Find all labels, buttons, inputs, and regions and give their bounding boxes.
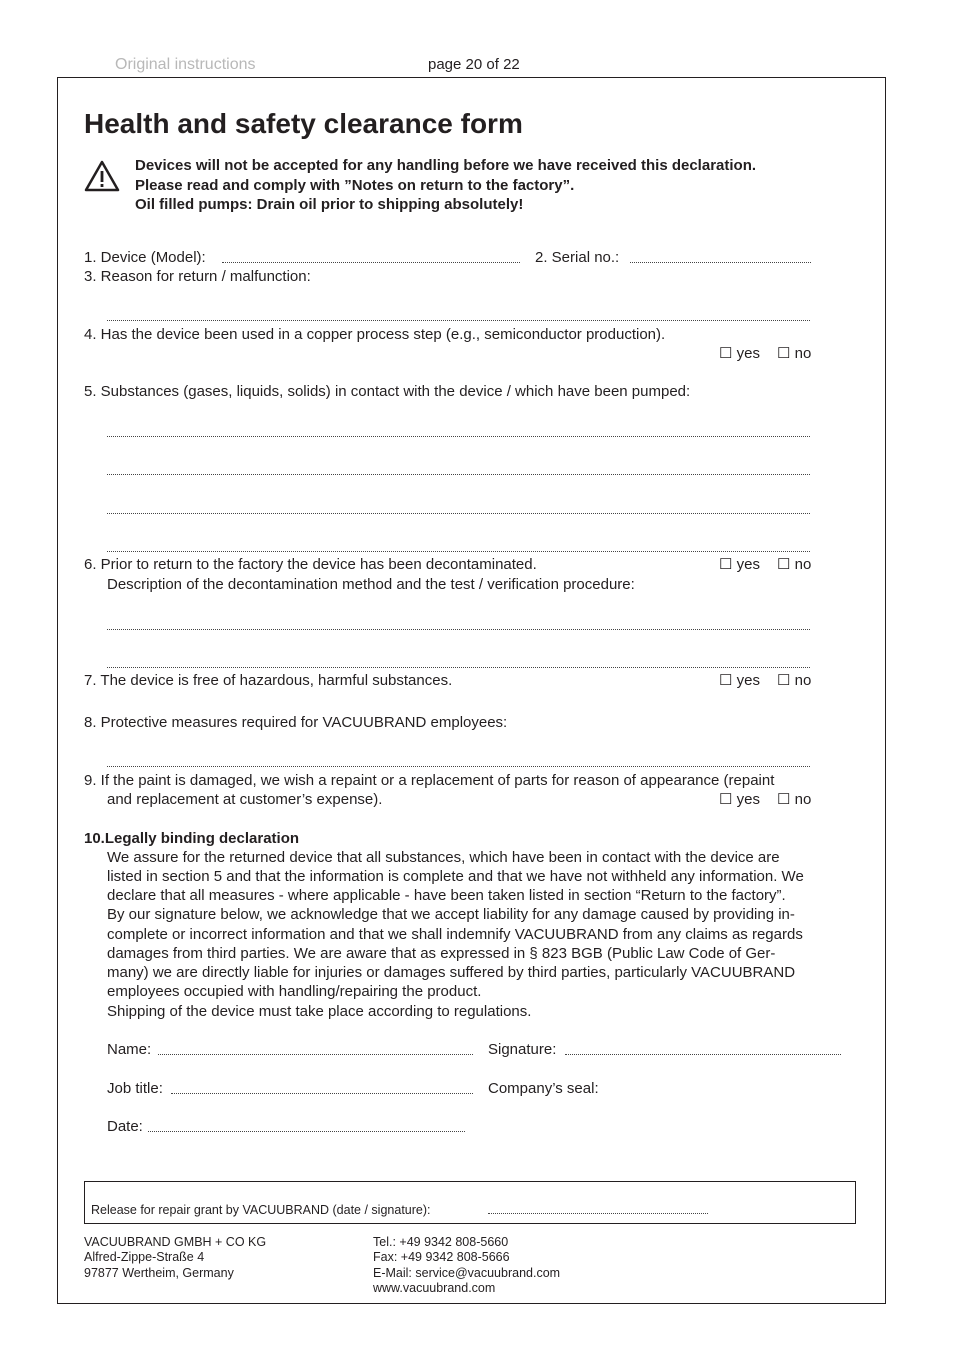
job-title-field[interactable] xyxy=(171,1093,473,1094)
declaration-line: Shipping of the device must take place according to regulations. xyxy=(107,1003,532,1020)
repaint-question-cont: and replacement at customer’s expense). xyxy=(107,791,383,808)
decontamination-field[interactable] xyxy=(107,629,810,630)
date-field[interactable] xyxy=(148,1131,465,1132)
substances-label: 5. Substances (gases, liquids, solids) in contact with the device / which have been pumped: xyxy=(84,383,691,400)
hazard-free-question: 7. The device is free of hazardous, harmful substances. xyxy=(84,672,453,689)
device-model-field[interactable] xyxy=(222,262,520,263)
reason-field[interactable] xyxy=(107,320,810,321)
name-field[interactable] xyxy=(158,1054,473,1055)
serial-no-field[interactable] xyxy=(630,262,811,263)
copper-no-checkbox[interactable]: ☐ no xyxy=(777,345,812,362)
page-number: page 20 of 22 xyxy=(428,56,520,73)
decontamination-method-label: Description of the decontamination method and the test / verification procedure: xyxy=(107,576,635,593)
hazard-free-no-checkbox[interactable]: ☐ no xyxy=(777,672,812,689)
decontaminated-no-checkbox[interactable]: ☐ no xyxy=(777,556,812,573)
repaint-yes-checkbox[interactable]: ☐ yes xyxy=(719,791,760,808)
declaration-line: many) we are directly liable for injuries or damages suffered by third parties, particularly VACUUBRAND xyxy=(107,964,796,981)
company-seal-label: Company’s seal: xyxy=(488,1080,599,1097)
footer-city: 97877 Wertheim, Germany xyxy=(84,1266,234,1280)
warning-line: Devices will not be accepted for any handling before we have received this declaration. xyxy=(135,157,757,174)
job-title-label: Job title: xyxy=(107,1080,163,1097)
serial-no-label: 2. Serial no.: xyxy=(535,249,620,266)
decontamination-field[interactable] xyxy=(107,667,810,668)
signature-label: Signature: xyxy=(488,1041,557,1058)
declaration-heading: 10.Legally binding declaration xyxy=(84,830,300,847)
decontaminated-yes-checkbox[interactable]: ☐ yes xyxy=(719,556,760,573)
footer-fax: Fax: +49 9342 808-5666 xyxy=(373,1250,510,1264)
signature-field[interactable] xyxy=(565,1054,841,1055)
declaration-line: declare that all measures - where applicable - have been taken listed in section “Return to the factory”. xyxy=(107,887,786,904)
declaration-line: complete or incorrect information and that we shall indemnify VACUUBRAND from any claims as regards xyxy=(107,926,803,943)
footer-email: E-Mail: service@vacuubrand.com xyxy=(373,1266,561,1280)
substances-field[interactable] xyxy=(107,513,810,514)
protective-measures-field[interactable] xyxy=(107,766,810,767)
warning-line: Oil filled pumps: Drain oil prior to shipping absolutely! xyxy=(135,196,524,213)
declaration-line: listed in section 5 and that the information is complete and that we have not withheld any information. We xyxy=(107,868,804,885)
release-label: Release for repair grant by VACUUBRAND (date / signature): xyxy=(91,1203,431,1217)
device-model-label: 1. Device (Model): xyxy=(84,249,206,266)
header-original-instructions: Original instructions xyxy=(115,56,256,73)
repaint-no-checkbox[interactable]: ☐ no xyxy=(777,791,812,808)
declaration-line: employees occupied with handling/repairing the product. xyxy=(107,983,482,1000)
date-label: Date: xyxy=(107,1118,143,1135)
repaint-question: 9. If the paint is damaged, we wish a repaint or a replacement of parts for reason of appearance (repaint xyxy=(84,772,775,789)
decontaminated-question: 6. Prior to return to the factory the device has been decontaminated. xyxy=(84,556,537,573)
name-label: Name: xyxy=(107,1041,152,1058)
copper-yes-checkbox[interactable]: ☐ yes xyxy=(719,345,760,362)
substances-field[interactable] xyxy=(107,474,810,475)
protective-measures-label: 8. Protective measures required for VACUUBRAND employees: xyxy=(84,714,508,731)
declaration-line: damages from third parties. We are aware that as expressed in § 823 BGB (Public Law Code of Ger- xyxy=(107,945,776,962)
footer-street: Alfred-Zippe-Straße 4 xyxy=(84,1250,205,1264)
hazard-free-yes-checkbox[interactable]: ☐ yes xyxy=(719,672,760,689)
substances-field[interactable] xyxy=(107,551,810,552)
reason-label: 3. Reason for return / malfunction: xyxy=(84,268,311,285)
footer-tel: Tel.: +49 9342 808-5660 xyxy=(373,1235,509,1249)
footer-company: VACUUBRAND GMBH + CO KG xyxy=(84,1235,267,1249)
page-title: Health and safety clearance form xyxy=(84,108,523,139)
warning-line: Please read and comply with ”Notes on return to the factory”. xyxy=(135,177,575,194)
substances-field[interactable] xyxy=(107,436,810,437)
warning-icon xyxy=(84,159,120,193)
declaration-line: By our signature below, we acknowledge that we accept liability for any damage caused by providing in- xyxy=(107,906,795,923)
release-field[interactable] xyxy=(488,1213,708,1214)
declaration-line: We assure for the returned device that all substances, which have been in contact with the device are xyxy=(107,849,780,866)
footer-website: www.vacuubrand.com xyxy=(373,1281,496,1295)
copper-question: 4. Has the device been used in a copper process step (e.g., semiconductor production). xyxy=(84,326,666,343)
